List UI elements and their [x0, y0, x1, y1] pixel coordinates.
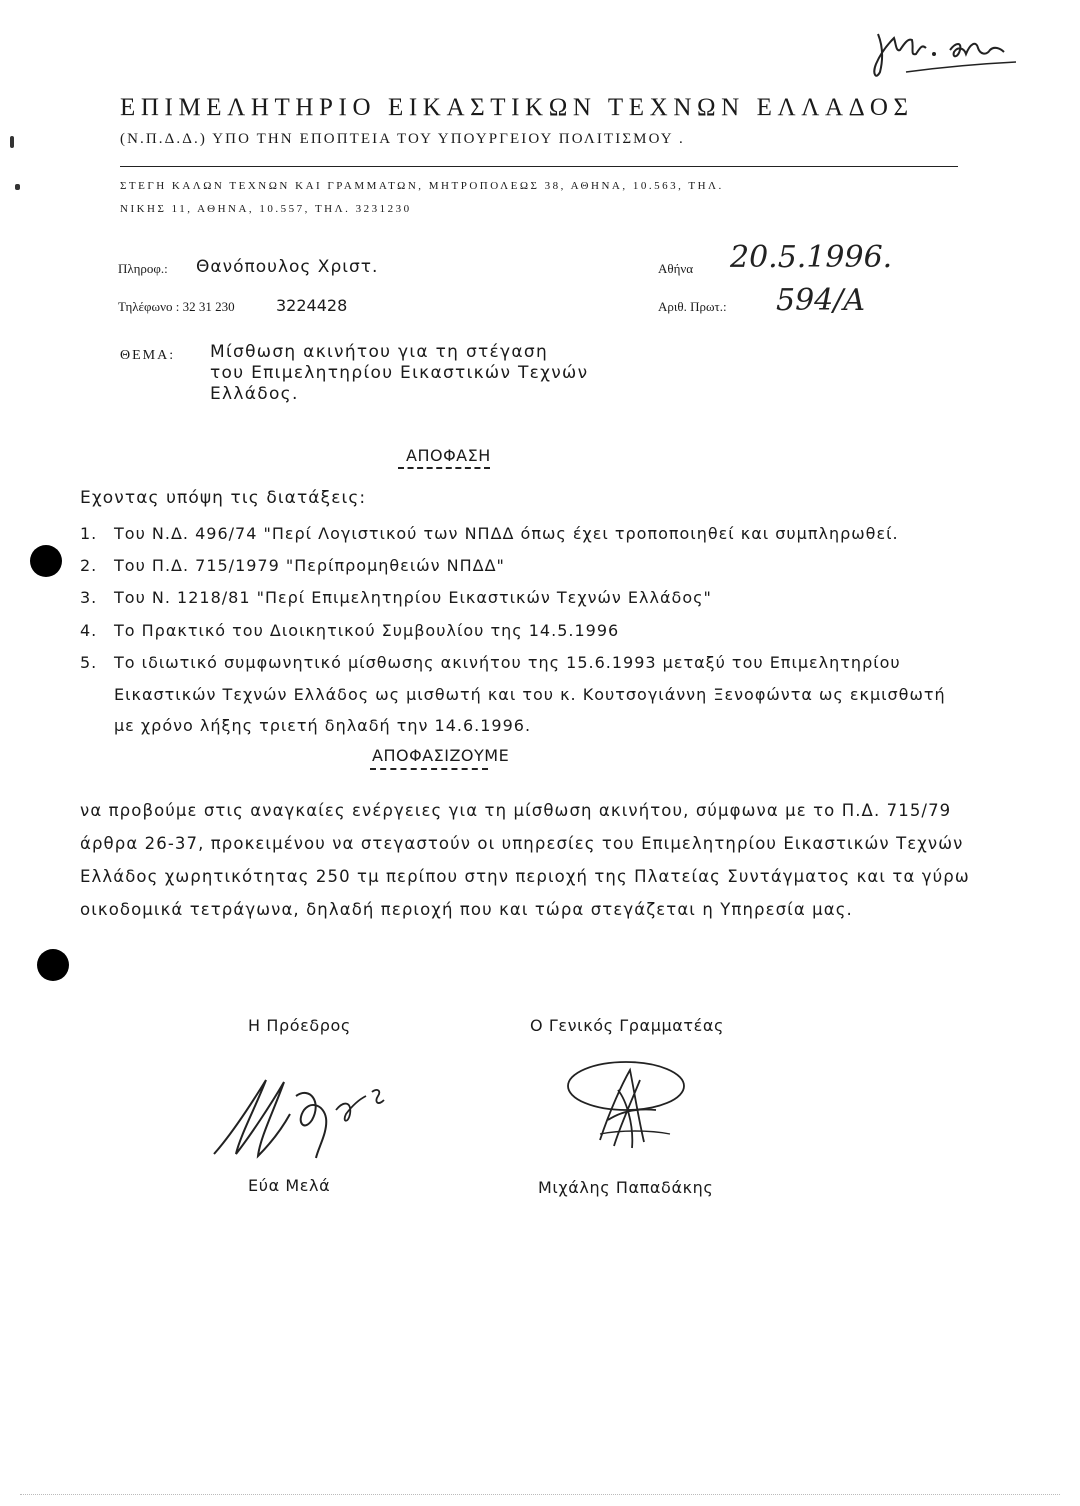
place-label: Αθήνα — [658, 261, 694, 276]
subject-line: Ελλάδος. — [210, 384, 299, 404]
resolution-line: Ελλάδος χωρητικότητας 250 τμ περίπου στην περιοχή της Πλατείας Συντάγματος και τα γύρω — [80, 867, 970, 886]
protocol-value: 594/Α — [776, 283, 866, 318]
provision-text: Του Ν. 1218/81 "Περί Επιμελητηρίου Εικαστικών Τεχνών Ελλάδος" — [114, 588, 712, 607]
provision-text: Του Π.Δ. 715/1979 "Περίπρομηθειών ΝΠΔΔ" — [114, 556, 505, 575]
subject-line: Μίσθωση ακινήτου για τη στέγαση — [210, 342, 549, 362]
punch-hole — [30, 545, 62, 577]
considering-text: Εχοντας υπόψη τις διατάξεις: — [80, 488, 367, 508]
header-rule — [120, 166, 958, 167]
punch-hole — [37, 949, 69, 981]
signatory-right-name: Μιχάλης Παπαδάκης — [538, 1178, 714, 1197]
date-value: 20.5.1996. — [730, 240, 893, 275]
signatory-right-title: Ο Γενικός Γραμματέας — [530, 1016, 725, 1035]
org-title: ΕΠΙΜΕΛΗΤΗΡΙΟ ΕΙΚΑΣΤΙΚΩΝ ΤΕΧΝΩΝ ΕΛΛΑΔΟΣ — [120, 94, 914, 121]
provision-number: 5. — [80, 653, 98, 672]
info-value: Θανόπουλος Χριστ. — [196, 257, 379, 277]
resolve-heading: ΑΠΟΦΑΣΙΖΟΥΜΕ — [372, 746, 510, 765]
decision-heading: ΑΠΟΦΑΣΗ — [406, 446, 491, 465]
signatory-left-name: Εύα Μελά — [248, 1176, 331, 1195]
provision-number: 4. — [80, 621, 98, 640]
signature-left — [200, 1066, 400, 1166]
scan-edge — [20, 1494, 1060, 1495]
resolution-line: οικοδομικά τετράγωνα, δηλαδή περιοχή που και τώρα στεγάζεται η Υπηρεσία μας. — [80, 900, 853, 919]
provision-number: 3. — [80, 588, 98, 607]
subject-label: ΘΕΜΑ: — [120, 348, 176, 363]
phone-value: 3224428 — [276, 296, 348, 315]
decision-heading-underline — [398, 467, 490, 469]
provision-number: 1. — [80, 524, 98, 543]
org-subtitle: (Ν.Π.Δ.Δ.) ΥΠΟ ΤΗΝ ΕΠΟΠΤΕΙΑ ΤΟΥ ΥΠΟΥΡΓΕΙΟΥ ΠΟΛΙΤΙΣΜΟΥ . — [120, 131, 685, 147]
signature-right — [560, 1050, 700, 1160]
margin-mark — [15, 184, 20, 190]
address-line-2: ΝΙΚΗΣ 11, ΑΘΗΝΑ, 10.557, ΤΗΛ. 3231230 — [120, 203, 412, 215]
subject-line: του Επιμελητηρίου Εικαστικών Τεχνών — [210, 363, 589, 383]
provision-text: Το Πρακτικό του Διοικητικού Συμβουλίου της 14.5.1996 — [114, 621, 620, 640]
provision-number: 2. — [80, 556, 98, 575]
protocol-label: Αριθ. Πρωτ.: — [658, 299, 727, 314]
margin-mark — [10, 136, 14, 148]
provision-continuation: με χρόνο λήξης τριετή δηλαδή την 14.6.1996. — [114, 716, 532, 735]
provision-text: Του Ν.Δ. 496/74 "Περί Λογιστικού των ΝΠΔΔ όπως έχει τροποποιηθεί και συμπληρωθεί. — [114, 524, 899, 543]
provision-continuation: Εικαστικών Τεχνών Ελλάδος ως μισθωτή και του κ. Κουτσογιάννη Ξενοφώντα ως εκμισθωτή — [114, 685, 946, 704]
address-line-1: ΣΤΕΓΗ ΚΑΛΩΝ ΤΕΧΝΩΝ ΚΑΙ ΓΡΑΜΜΑΤΩΝ, ΜΗΤΡΟΠΟΛΕΩΣ 38, ΑΘΗΝΑ, 10.563, ΤΗΛ. — [120, 180, 724, 192]
resolve-heading-underline — [370, 768, 488, 770]
signatory-left-title: Η Πρόεδρος — [248, 1016, 351, 1035]
resolution-line: άρθρα 26-37, προκειμένου να στεγαστούν οι υπηρεσίες του Επιμελητηρίου Εικαστικών Τεχνών — [80, 834, 964, 853]
phone-label: Τηλέφωνο : 32 31 230 — [118, 299, 235, 314]
info-label: Πληροφ.: — [118, 261, 168, 276]
provision-text: Το ιδιωτικό συμφωνητικό μίσθωσης ακινήτου της 15.6.1993 μεταξύ του Επιμελητηρίου — [114, 653, 901, 672]
handwritten-note — [866, 14, 1026, 84]
resolution-line: να προβούμε στις αναγκαίες ενέργειες για τη μίσθωση ακινήτου, σύμφωνα με το Π.Δ. 715/79 — [80, 801, 952, 820]
